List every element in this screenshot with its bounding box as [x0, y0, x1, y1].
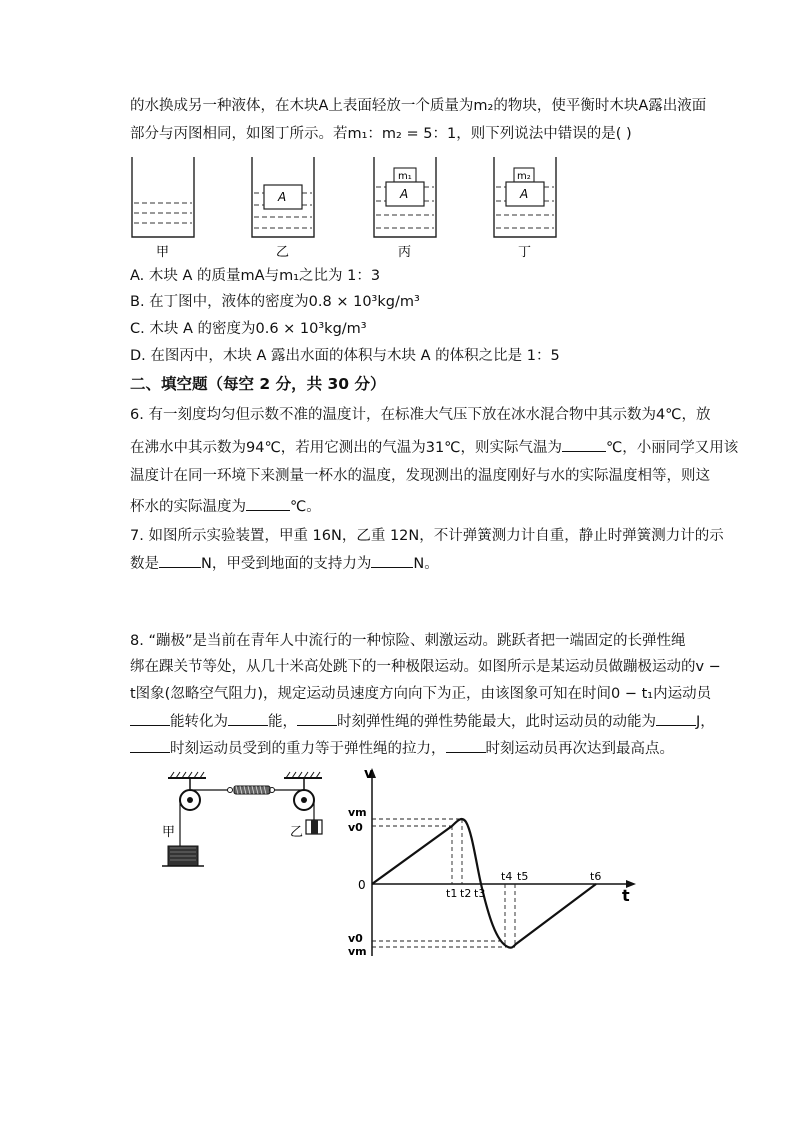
q6-blank-2[interactable] [246, 496, 290, 511]
beaker-yi [252, 157, 314, 260]
q8-blank-6[interactable] [446, 738, 486, 753]
q8-blank-2[interactable] [228, 711, 268, 726]
q8-blank-3[interactable] [297, 711, 337, 726]
label-jia: 甲 [162, 825, 176, 840]
beaker-label-yi: 乙 [276, 245, 290, 260]
tick-t2: t2 [460, 887, 472, 900]
tick-t1: t1 [446, 887, 458, 900]
label-yi: 乙 [290, 825, 304, 840]
q6-line-2 [130, 437, 738, 458]
q7-line-1: 7. 如图所示实验装置，甲重 16N，乙重 12N，不计弹簧测力计自重，静止时弹簧测力计的示 [130, 528, 724, 544]
y-axis-label: v [364, 766, 374, 782]
q8-text-4b: 能， [268, 714, 297, 730]
origin-label: 0 [358, 878, 366, 892]
beaker-bing [374, 157, 436, 260]
q5-option-a: A. 木块 A 的质量mA与m₁之比为 1：3 [130, 268, 381, 284]
q6-text-4b: ℃。 [290, 499, 321, 515]
q8-text-4a: 能转化为 [170, 714, 228, 730]
q7-text-2c: N。 [413, 556, 439, 572]
pulley-figure [160, 770, 340, 870]
x-axis-label: t [622, 886, 630, 905]
tick-t3: t3 [474, 887, 486, 900]
beaker-jia [132, 157, 194, 260]
q6-line-4 [130, 496, 321, 517]
tick-v0-bottom: v0 [348, 932, 363, 945]
q7-blank-1[interactable] [159, 553, 201, 568]
mass-m2: m₂ [517, 171, 531, 182]
vt-graph [340, 764, 640, 964]
tick-vm-top: vm [348, 806, 367, 819]
spring-scale [228, 786, 275, 794]
q5-line-1: 的水换成另一种液体，在木块A上表面轻放一个质量为m₂的物块，使平衡时木块A露出液面 [130, 98, 707, 114]
q6-line-1: 6. 有一刻度均匀但示数不准的温度计，在标准大气压下放在冰水混合物中其示数为4℃，放 [130, 407, 711, 423]
block-a-yi: A [278, 190, 287, 204]
q8-line-1: 8. “蹦极”是当前在青年人中流行的一种惊险、刺激运动。跳跃者把一端固定的长弹性绳 [130, 633, 686, 649]
q8-line-3: t图象(忽略空气阻力)，规定运动员速度方向向下为正，由该图象可知在时间0 − t₁内运动员 [130, 686, 712, 702]
q8-blank-1[interactable] [130, 711, 170, 726]
q8-text-4d: J， [696, 714, 715, 730]
tick-t6: t6 [590, 870, 602, 883]
q8-blank-5[interactable] [130, 738, 170, 753]
q6-text-4a: 杯水的实际温度为 [130, 499, 246, 515]
q8-text-5b: 时刻运动员再次达到最高点。 [485, 741, 674, 757]
mass-m1: m₁ [398, 171, 412, 182]
q5-line-2: 部分与丙图相同，如图丁所示。若m₁：m₂ = 5：1，则下列说法中错误的是( ) [130, 126, 632, 142]
q7-blank-2[interactable] [371, 553, 413, 568]
beaker-label-bing: 丙 [398, 245, 412, 260]
section-heading: 二、填空题（每空 2 分，共 30 分） [130, 375, 386, 393]
block-a-ding: A [520, 187, 529, 201]
q8-text-4c: 时刻弹性绳的弹性势能最大，此时运动员的动能为 [337, 714, 656, 730]
q8-line-5 [130, 738, 674, 759]
q6-line-3: 温度计在同一环境下来测量一杯水的温度，发现测出的温度刚好与水的实际温度相等，则这 [130, 468, 710, 484]
tick-t5: t5 [517, 870, 529, 883]
q7-text-2a: 数是 [130, 556, 159, 572]
beaker-figures [128, 155, 548, 263]
q6-text-2a: 在沸水中其示数为94℃，若用它测出的气温为31℃，则实际气温为 [130, 440, 562, 456]
block-a-bing: A [400, 187, 409, 201]
tick-vm-bottom: vm [348, 945, 367, 958]
q8-line-4 [130, 711, 715, 732]
q8-text-5a: 时刻运动员受到的重力等于弹性绳的拉力， [170, 741, 446, 757]
tick-t4: t4 [501, 870, 513, 883]
q6-text-2b: ℃，小丽同学又用该 [605, 440, 739, 456]
beaker-ding [494, 157, 556, 260]
beaker-label-jia: 甲 [156, 245, 170, 260]
q5-option-b: B. 在丁图中，液体的密度为0.8 × 10³kg/m³ [130, 294, 420, 310]
q5-option-d: D. 在图丙中，木块 A 露出水面的体积与木块 A 的体积之比是 1：5 [130, 348, 560, 364]
q7-text-2b: N，甲受到地面的支持力为 [201, 556, 372, 572]
q6-blank-1[interactable] [562, 437, 606, 452]
q8-blank-4[interactable] [656, 711, 696, 726]
beaker-label-ding: 丁 [518, 245, 532, 260]
tick-v0-top: v0 [348, 821, 363, 834]
q5-option-c: C. 木块 A 的密度为0.6 × 10³kg/m³ [130, 321, 367, 337]
q7-line-2 [130, 553, 439, 574]
q8-line-2: 绑在踝关节等处，从几十米高处跳下的一种极限运动。如图所示是某运动员做蹦极运动的v − [130, 659, 721, 675]
